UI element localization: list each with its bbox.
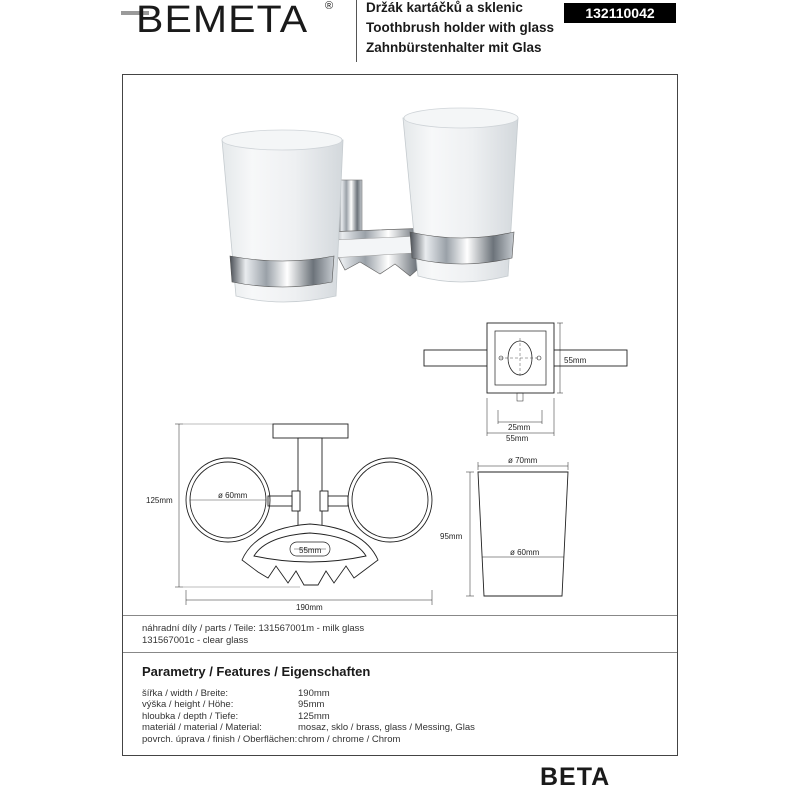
features-title: Parametry / Features / Eigenschaften [142, 664, 371, 679]
brand-logo: BEMETA [136, 0, 309, 41]
spare-parts-line-2: 131567001c - clear glass [142, 635, 249, 646]
spare-parts-line-1: náhradní díly / parts / Teile: 131567001m - milk glass [142, 623, 365, 634]
title-english: Toothbrush holder with glass [366, 20, 554, 35]
title-german: Zahnbürstenhalter mit Glas [366, 40, 542, 55]
dim-glass-bottom-diameter: ø 60mm [510, 548, 540, 557]
spec-value-height: 95mm [298, 699, 325, 710]
front-view-drawing [424, 323, 627, 436]
spec-value-width: 190mm [298, 688, 330, 699]
spec-label-material: materiál / material / Material: [142, 722, 262, 733]
product-code: 132110042 [564, 3, 676, 23]
top-view-drawing [175, 424, 432, 605]
dim-ring-diameter: ø 60mm [218, 491, 248, 500]
spec-value-depth: 125mm [298, 711, 330, 722]
spec-label-height: výška / height / Höhe: [142, 699, 234, 710]
spec-label-width: šířka / width / Breite: [142, 688, 229, 699]
product-photo [222, 108, 518, 302]
dim-mount-inner: 25mm [508, 423, 531, 432]
registered-mark: ® [325, 0, 334, 12]
dim-glass-top-diameter: ø 70mm [508, 456, 538, 465]
title-czech: Držák kartáčků a sklenic [366, 0, 523, 15]
spec-label-finish: povrch. úprava / finish / Oberflächen: [142, 734, 298, 745]
spec-label-depth: hloubka / depth / Tiefe: [142, 711, 239, 722]
dim-front-depth: 55mm [564, 356, 587, 365]
dim-glass-height: 95mm [440, 532, 463, 541]
series-name: BETA [540, 763, 611, 791]
spec-value-finish: chrom / chrome / Chrom [298, 734, 401, 745]
spec-value-material: mosaz, sklo / brass, glass / Messing, Glas [298, 722, 475, 733]
dim-top-width: 190mm [296, 603, 323, 612]
dim-top-height: 125mm [146, 496, 173, 505]
dim-holder-width: 55mm [299, 546, 322, 555]
glass-side-view [466, 462, 568, 596]
dim-mount-outer: 55mm [506, 434, 529, 443]
